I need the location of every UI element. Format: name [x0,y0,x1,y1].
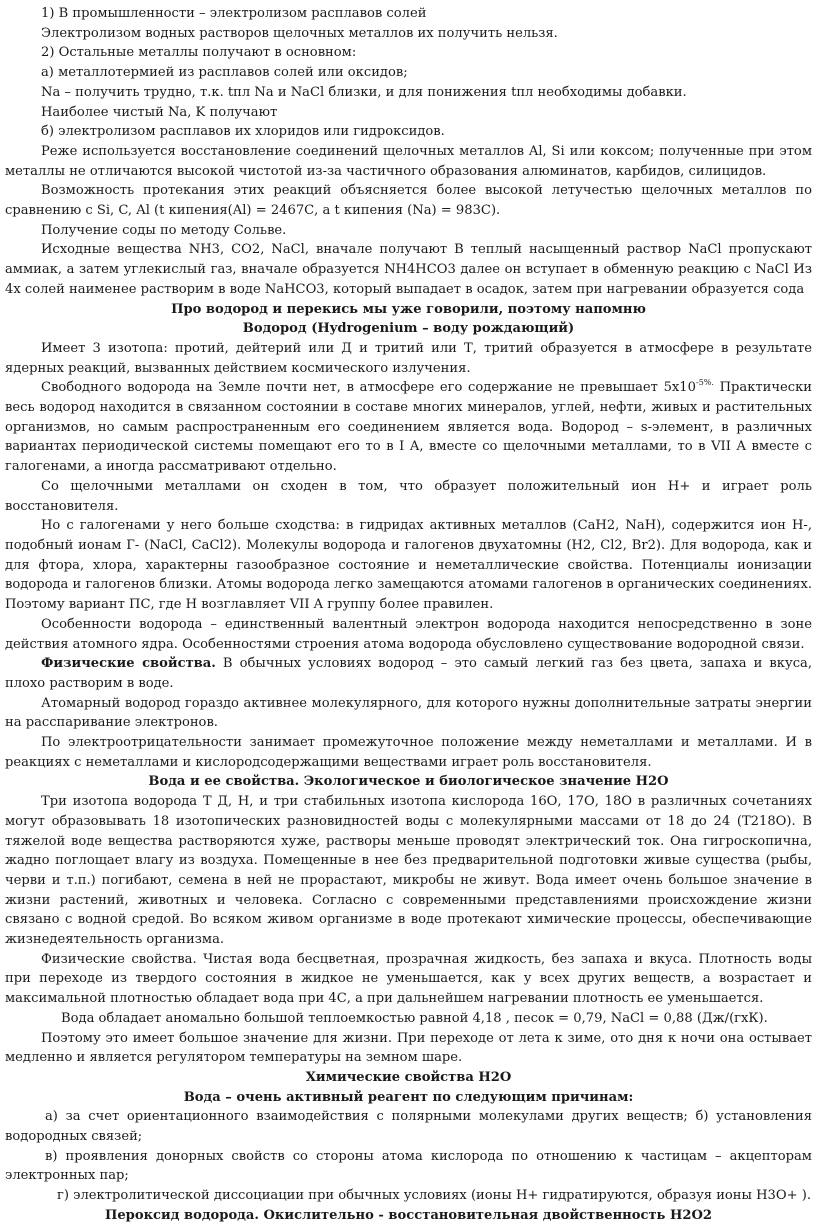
concentration-superscript: -5%. [695,378,714,388]
paragraph-industrial-method: 1) В промышленности – электролизом расплавов солей [41,6,427,21]
heading-water-chemical: Химические свойства Н2О [305,1069,512,1085]
paragraph-heat-capacity: Вода обладает аномально большой теплоемкостью равной 4,18 , песок = 0,79, NaCl = 0,88 (Дж/(гхК). [61,1010,768,1026]
paragraph-metallothermy: а) металлотермией из расплавов солей или оксидов; [41,65,408,81]
paragraph-temperature-regulator: Поэтому это имеет большое значение для жизни. При переходе от лета к зиме, ото дня к ночи она остывает медленно и является регулятором температуры на земном шаре. [5,1030,812,1066]
paragraph-electronegativity: По электроотрицательности занимает промежуточное положение между неметаллами и металлами. И в реакциях с неметаллами и кислородсодержащими веществами играет роль восстановителя. [5,735,812,770]
paragraph-reason-d: г) электролитической диссоциации при обычных условиях (ионы Н+ гидратируются, образуя ионы Н3О+ ). [57,1188,812,1204]
paragraph-electrolysis-note: Электролизом водных растворов щелочных металлов их получить нельзя. [41,25,558,41]
paragraph-free-hydrogen [5,378,812,477]
paragraph-water-physical: Физические свойства. Чистая вода бесцветная, прозрачная жидкость, без запаха и вкуса. Плотность воды при переходе из твердого состояния в жидкое не уменьшается, как у всех других веществ, а возрастает и максимальной плотностью обладает вода при 4С, а при дальнейшем нагревании плотность ее уменьшается. [5,951,812,1007]
paragraph-atomic-hydrogen: Атомарный водород гораздо активнее молекулярного, для которого нужны дополнительные затраты энергии на расспаривание электронов. [5,695,812,731]
paragraph-isotopes: Имеет 3 изотопа: протий, дейтерий или Д и тритий или Т, тритий образуется в атмосфере в результате ядерных реакций, вызванных действием космического излучения. [5,340,812,376]
paragraph-other-metals: 2) Остальные металлы получают в основном: [41,45,357,61]
paragraph-water-isotopes: Три изотопа водорода Т Д, Н, и три стабильных изотопа кислорода 16О, 17О, 18О в различных сочетаниях могут образовывать 18 изотопических разновидностей воды с молекулярными массами от 18 до 24 (Т218О). В тяжелой воде вещества растворяются хуже, растворы меньше проводят электрический ток. Она гигроскопична, жадно поглощает влагу из воздуха. Помещенные в нее без предварительной подготовки живые существа (рыбы, черви и т.п.) погибают, семена в ней не прорастают, микробы не живут. Вода имеет очень большое значение в жизни растений, животных и человека. Согласно с современными представлениями происхождение жизни связано с водной средой. Во всяком живом организме в воде протекают химические процессы, обеспечивающие жизнедеятельность организма. [5,794,812,948]
paragraph-halogen-similarity: Но с галогенами у него больше сходства: в гидридах активных металлов (CaH2, NaH), содержится ион Н-, подобный ионам Г- (NaCl, CaCl2). Молекулы водорода и галогенов двухатомны (Н2, Cl2, Br2). Для водорода, как и для фтора, хлора, характерны газообразное состояние и неметаллические свойства. Потенциалы ионизации водорода и галогенов близки. Атомы водорода легко замещаются атомами галогенов в органических соединениях. Поэтому вариант ПС, где Н возглавляет VII A группу более правилен. [5,518,812,613]
heading-hydrogen: Водород (Hydrogenium – воду рождающий) [242,321,575,337]
paragraph-reduction: Реже используется восстановление соединений щелочных металлов Al, Si или коксом; полученные при этом металлы не отличаются высокой чистотой из-за частичного образования алюминатов, карбидов, силицидов. [5,143,812,179]
paragraph-sodium-difficulty: Na – получить трудно, т.к. tпл Na и NaCl близки, и для понижения tпл необходимы добавки. [41,84,687,100]
paragraph-purest-na-k: Наиболее чистый Na, K получают [41,104,278,120]
paragraph-physical-properties [5,654,812,693]
physical-properties-text: В обычных условиях водород – это самый легкий газ без цвета, запаха и вкуса, плохо растворим в воде. [5,656,812,691]
paragraph-alkali-similarity: Со щелочными металлами он сходен в том, что образует положительный ион Н+ и играет роль восстановителя. [5,478,812,514]
heading-active-reagent: Вода – очень активный реагент по следующим причинам: [183,1089,634,1105]
paragraph-hydrogen-features: Особенности водорода – единственный валентный электрон водорода находится непосредственно в зоне действия атомного ядра. Особенностями строения атома водорода обусловлено существование водородной связи. [5,616,812,652]
heading-hydrogen-peroxide: Пероксид водорода. Окислительно - восстановительная двойственность Н2О2 [104,1207,713,1223]
paragraph-volatility: Возможность протекания этих реакций объясняется более высокой летучестью щелочных металлов по сравнению с Si, C, Al (t кипения(Al) = 2467С, а t кипения (Na) = 983С). [5,183,812,219]
paragraph-reason-ab: а) за счет ориентационного взаимодействия с полярными молекулами других веществ; б) установления водородных связей; [5,1109,812,1145]
heading-hydrogen-peroxide-reminder: Про водород и перекись мы уже говорили, поэтому напомню [171,301,646,317]
heading-water-properties: Вода и ее свойства. Экологическое и биологическое значение Н2О [148,774,669,790]
paragraph-solvay-title: Получение соды по методу Сольве. [41,222,287,238]
paragraph-solvay-process: Исходные вещества NH3, CO2, NaCl, вначале получают В теплый насыщенный раствор NaCl пропускают аммиак, а затем углекислый газ, вначале образуется NH4HCO3 далее он вступает в обменную реакцию с NaCl Из 4х солей наименее растворим в воде NaHCO3, который выпадает в осадок, затем при нагревании образуется сода [5,242,812,297]
free-hydrogen-text-start: Свободного водорода на Земле почти нет, в атмосфере его содержание не превышает 5х10 [41,380,696,396]
paragraph-reason-c: в) проявления донорных свойств со стороны атома кислорода по отношению к частицам – акцепторам электронных пар; [5,1148,812,1184]
physical-properties-label: Физические свойства. [41,656,216,672]
free-hydrogen-text-rest: Практически весь водород находится в связанном состоянии в составе многих минералов, углей, нефти, живых и растительных организмов, но самым распространенным его соединением является вода. Водород – s-элемент, в различных вариантах периодической системы помещают его то в I A, вместе со щелочными металлами, то в VII A вместе с галогенами, а иногда рассматривают отдельно. [5,380,812,475]
paragraph-chloride-electrolysis: б) электролизом расплавов их хлоридов или гидроксидов. [41,124,445,140]
